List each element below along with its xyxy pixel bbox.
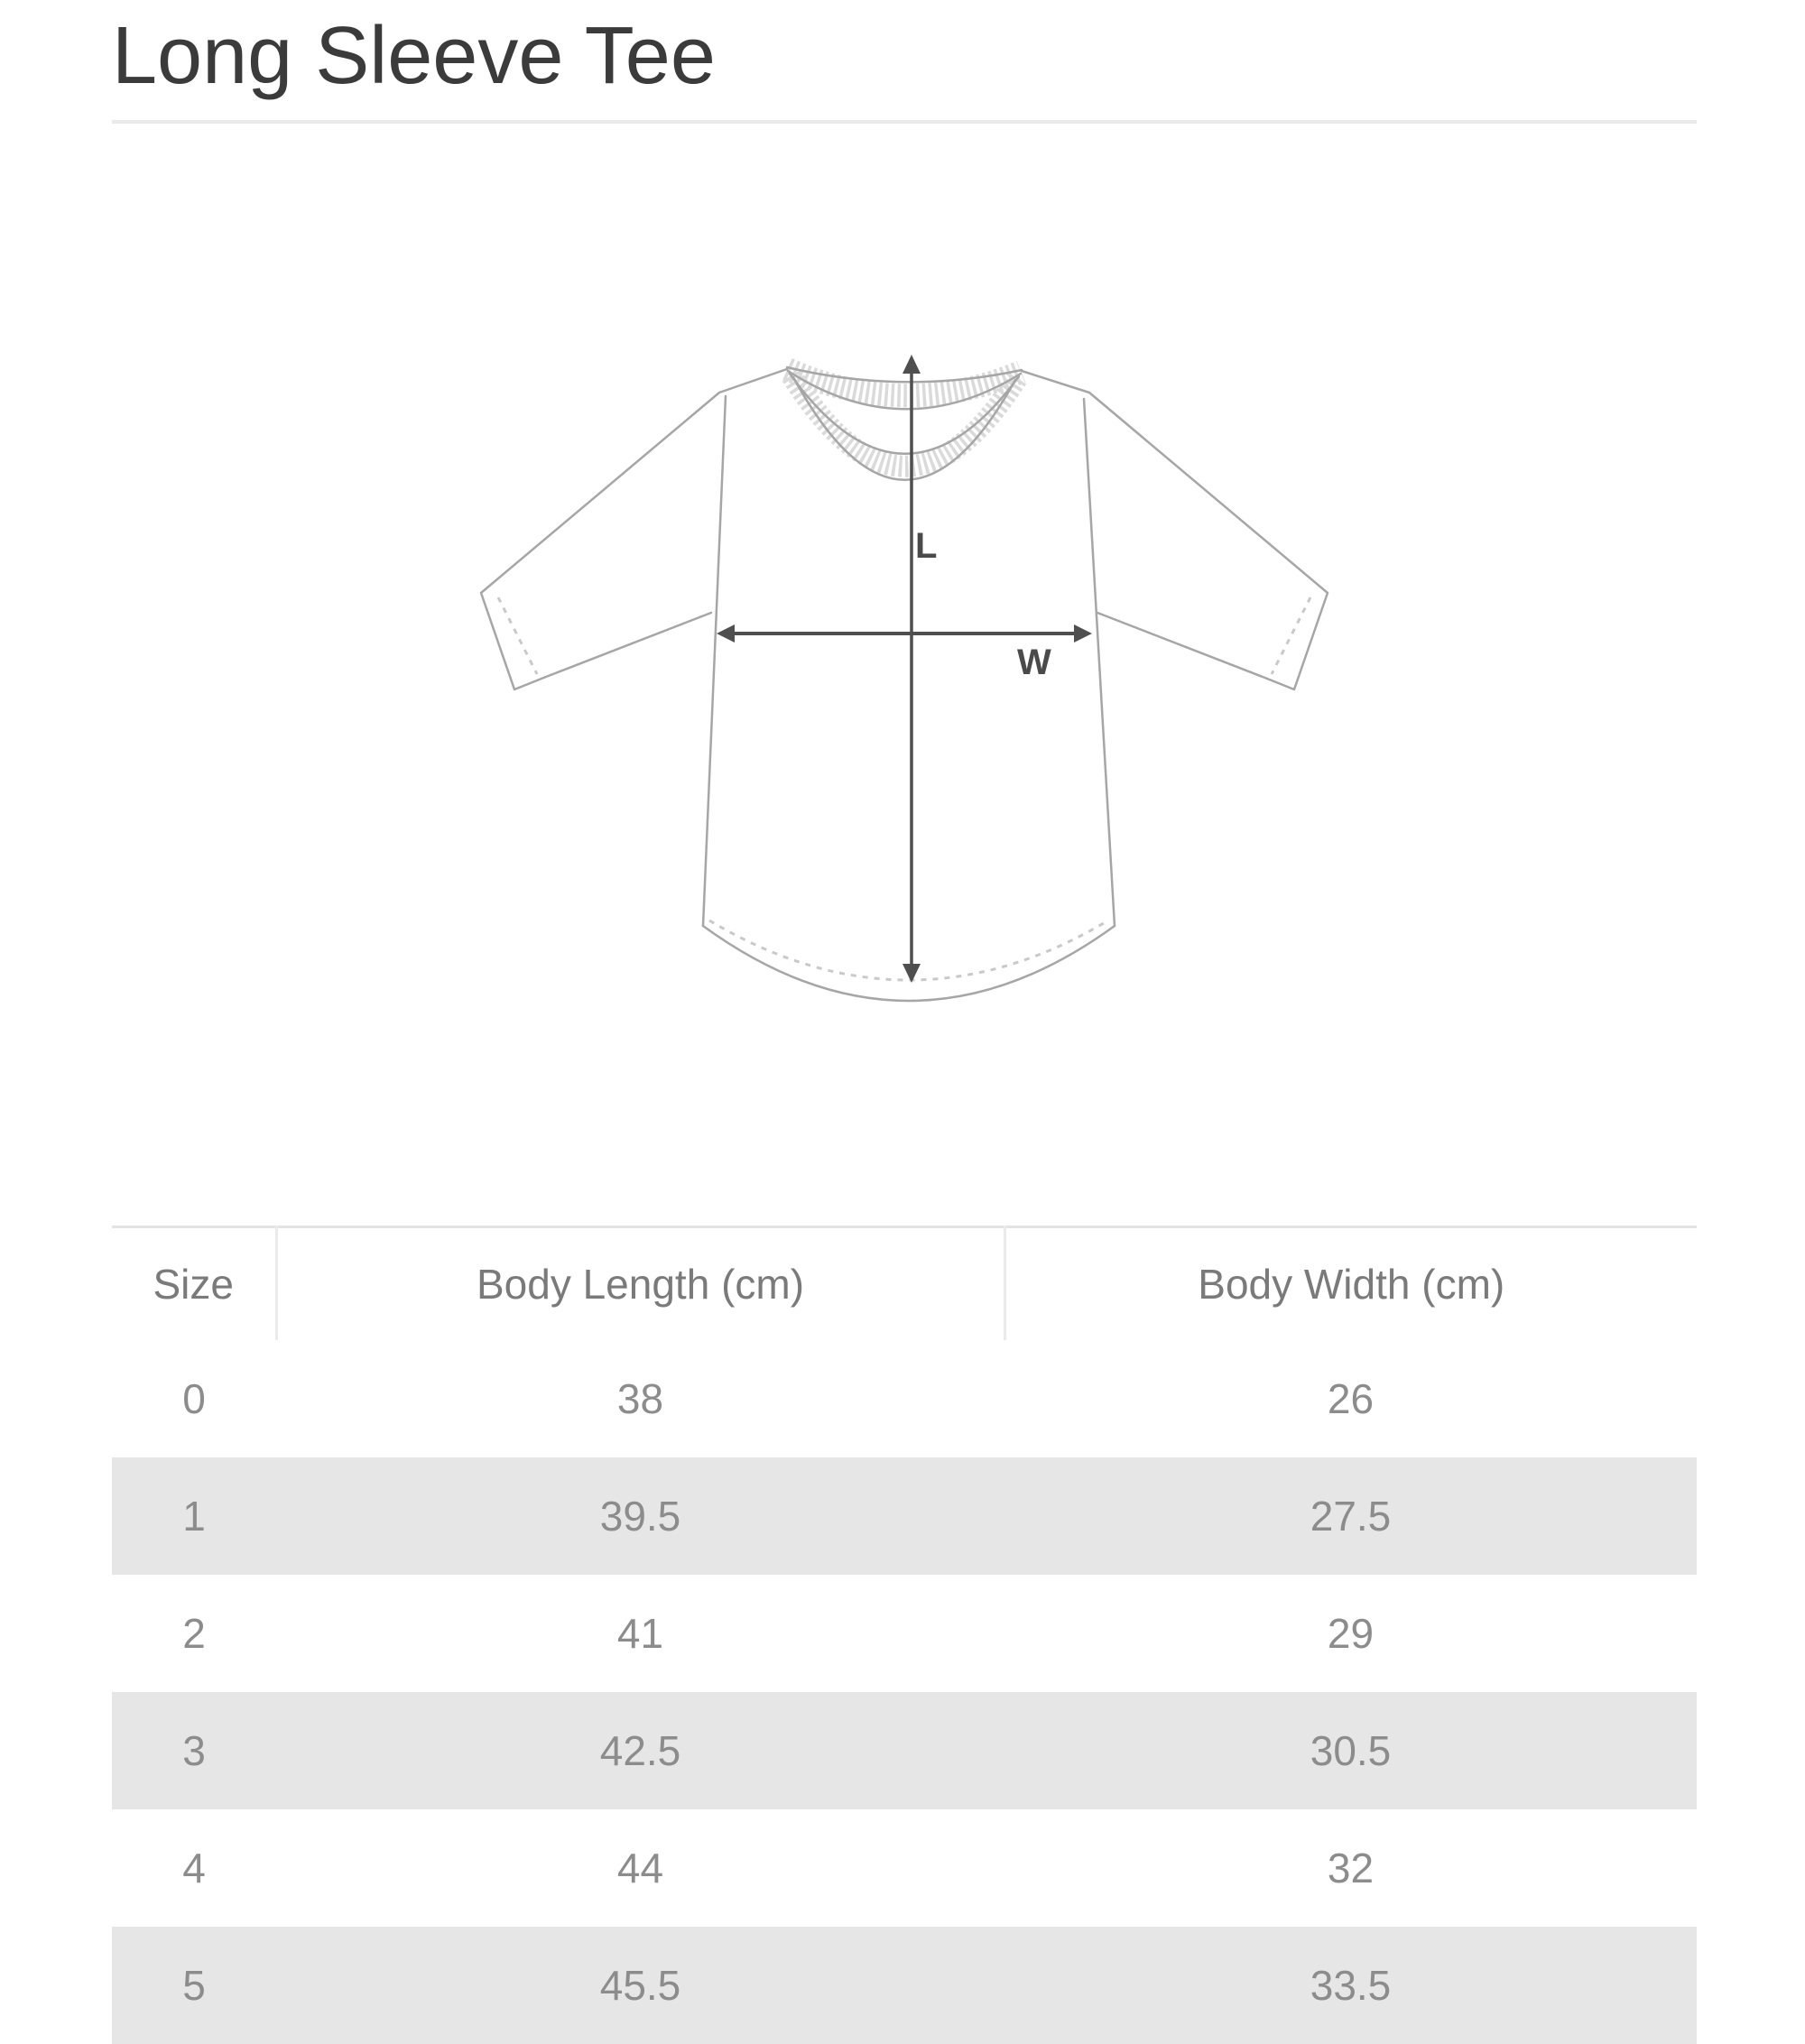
body-length-cell: 44 — [616, 1845, 664, 1892]
stitch-lines — [498, 597, 1310, 980]
width-arrowhead-right — [1074, 624, 1092, 643]
size-cell: 1 — [182, 1493, 206, 1540]
table-row — [112, 1927, 1697, 2044]
length-arrowhead-bottom — [902, 964, 921, 983]
body-length-cell: 42.5 — [599, 1727, 681, 1775]
size-cell: 4 — [182, 1845, 206, 1892]
page-content — [112, 13, 1697, 2044]
body-width-cell: 32 — [1327, 1845, 1375, 1892]
body-length-cell: 39.5 — [599, 1493, 681, 1540]
column-header-size: Size — [112, 1227, 276, 1341]
length-arrow — [902, 355, 921, 983]
table-row — [112, 1457, 1697, 1575]
title-divider — [112, 120, 1697, 124]
tee-diagram-area — [112, 209, 1697, 1022]
table-row — [112, 1692, 1697, 1809]
table-row — [112, 1809, 1697, 1927]
body-width-cell: 26 — [1327, 1375, 1375, 1423]
column-header-body-width: Body Width (cm) — [1004, 1227, 1697, 1341]
long-sleeve-tee-diagram — [453, 209, 1356, 1022]
size-chart-header — [112, 1227, 1697, 1341]
body-width-cell: 33.5 — [1310, 1962, 1392, 2010]
width-label: W — [1017, 643, 1051, 683]
body-length-cell: 41 — [616, 1610, 664, 1658]
size-chart-table — [112, 1225, 1697, 2044]
length-arrowhead-top — [902, 355, 921, 374]
size-chart-body — [112, 1340, 1697, 2044]
column-header-body-length: Body Length (cm) — [276, 1227, 1004, 1341]
table-row — [112, 1575, 1697, 1692]
body-width-cell: 27.5 — [1310, 1493, 1392, 1540]
body-length-cell: 45.5 — [599, 1962, 681, 2010]
page-title: Long Sleeve Tee — [112, 11, 716, 101]
size-cell: 3 — [182, 1727, 206, 1775]
body-length-cell: 38 — [616, 1375, 664, 1423]
size-cell: 2 — [182, 1610, 206, 1658]
width-arrowhead-left — [717, 624, 735, 643]
size-cell: 5 — [182, 1962, 206, 2010]
table-row — [112, 1340, 1697, 1457]
collar-ribbing — [788, 369, 1022, 467]
width-arrow — [717, 624, 1092, 643]
tee-outline — [481, 367, 1328, 1001]
length-label: L — [915, 526, 938, 567]
body-width-cell: 29 — [1327, 1610, 1375, 1658]
body-width-cell: 30.5 — [1310, 1727, 1392, 1775]
size-cell: 0 — [182, 1375, 206, 1423]
